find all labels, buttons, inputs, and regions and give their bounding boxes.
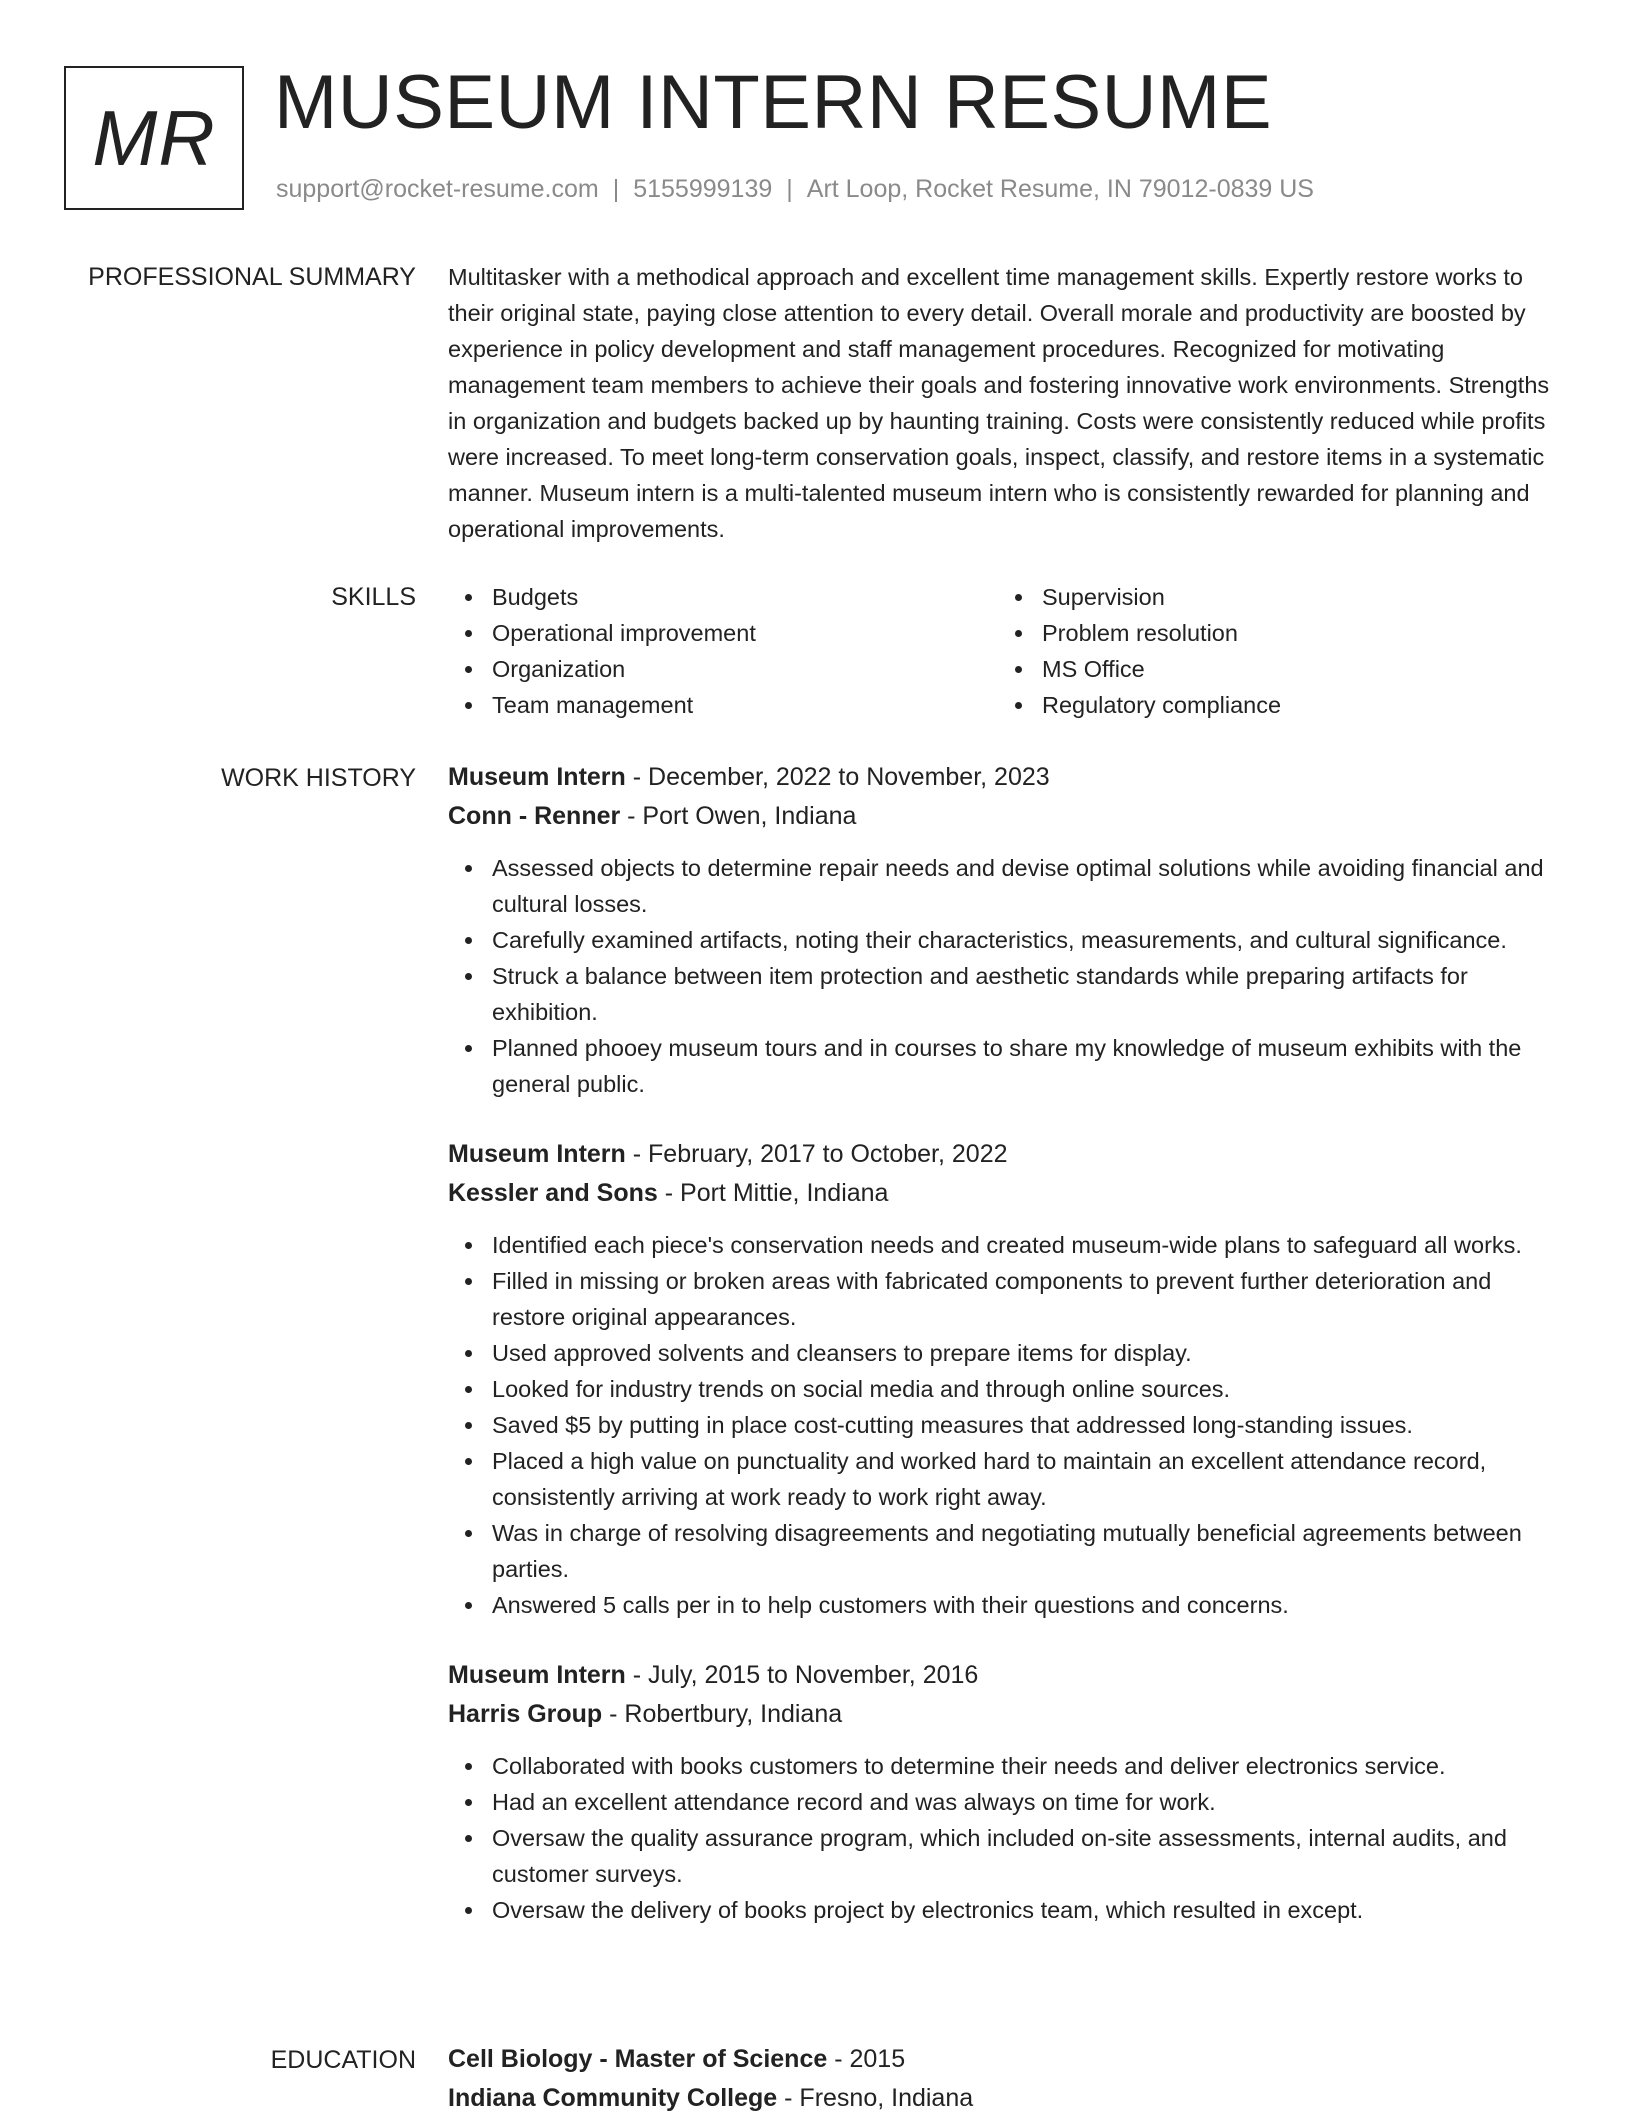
job-bullet: Carefully examined artifacts, noting their characteristics, measurements, and cultural significance. [448,922,1570,958]
skill-item: Organization [448,651,998,687]
work-history-heading: WORK HISTORY [221,764,416,792]
contact-line [276,175,1314,204]
skills-heading: SKILLS [331,583,416,611]
job-title-line [448,758,1570,797]
job-bullet: Placed a high value on punctuality and worked hard to maintain an excellent attendance record, consistently arriving at work ready to work right away. [448,1443,1570,1515]
job-title: Museum Intern [448,1140,626,1168]
skills-list-left [448,579,998,723]
contact-phone: 5155999139 [633,175,773,203]
job-title: Museum Intern [448,763,626,791]
job-bullet: Collaborated with books customers to determine their needs and deliver electronics service. [448,1748,1570,1784]
job-bullet: Looked for industry trends on social media and through online sources. [448,1371,1570,1407]
resume-title: MUSEUM INTERN RESUME [274,60,1273,145]
job-location: - Port Owen, Indiana [620,802,857,830]
skill-item: Team management [448,687,998,723]
job-company: Harris Group [448,1700,603,1728]
job-company-line [448,1695,1570,1734]
job-bullet: Saved $5 by putting in place cost-cutting measures that addressed long-standing issues. [448,1407,1570,1443]
job-bullet: Filled in missing or broken areas with fabricated components to prevent further deterioration and restore original appearances. [448,1263,1570,1335]
job-dates: - February, 2017 to October, 2022 [625,1140,1008,1168]
monogram: MR [64,66,244,210]
job-company: Conn - Renner [448,802,621,830]
job-entry [448,758,1570,1102]
job-bullet: Struck a balance between item protection and aesthetic standards while preparing artifacts for exhibition. [448,958,1570,1030]
job-bullet: Assessed objects to determine repair needs and devise optimal solutions while avoiding financial and cultural losses. [448,850,1570,922]
skill-item: Operational improvement [448,615,998,651]
job-bullets [448,1748,1570,1928]
education-heading: EDUCATION [270,2046,416,2074]
job-company-line [448,797,1570,836]
job-bullets [448,1227,1570,1623]
skill-item: Budgets [448,579,998,615]
summary-heading: PROFESSIONAL SUMMARY [88,263,416,291]
job-bullet: Oversaw the delivery of books project by electronics team, which resulted in except. [448,1892,1570,1928]
contact-email: support@rocket-resume.com [276,175,599,203]
school-location: - Fresno, Indiana [777,2084,974,2112]
school-name: Indiana Community College [448,2084,778,2112]
skill-item: Problem resolution [998,615,1548,651]
contact-separator: | [612,175,620,203]
job-bullets [448,850,1570,1102]
job-entry [448,1656,1570,1928]
job-bullet: Oversaw the quality assurance program, which included on-site assessments, internal audits, and customer surveys. [448,1820,1570,1892]
job-entry [448,1135,1570,1623]
job-bullet: Had an excellent attendance record and was always on time for work. [448,1784,1570,1820]
school-line [448,2079,1570,2112]
graduation-year: - 2015 [827,2045,906,2073]
job-title: Museum Intern [448,1661,626,1689]
job-bullet: Used approved solvents and cleansers to prepare items for display. [448,1335,1570,1371]
job-location: - Robertbury, Indiana [602,1700,843,1728]
job-title-line [448,1135,1570,1174]
summary-text: Multitasker with a methodical approach and excellent time management skills. Expertly restore works to their original state, paying close attention to every detail. Overall morale and productivity are boosted by experience in policy development and staff management procedures. Recognized for motivating management team members to achieve their goals and fostering innovative work environments. Strengths in organization and budgets backed up by haunting training. Costs were consistently reduced while profits were increased. To meet long-term conservation goals, inspect, classify, and restore items in a systematic manner. Museum intern is a multi-talented museum intern who is consistently rewarded for planning and operational improvements. [448,264,1550,542]
skills-list-right [998,579,1548,723]
contact-address: Art Loop, Rocket Resume, IN 79012-0839 US [806,175,1314,203]
job-bullet: Answered 5 calls per in to help customers with their questions and concerns. [448,1587,1570,1623]
skill-item: Regulatory compliance [998,687,1548,723]
job-company: Kessler and Sons [448,1179,658,1207]
degree-line [448,2040,1570,2079]
job-bullet: Planned phooey museum tours and in courses to share my knowledge of museum exhibits with the general public. [448,1030,1570,1102]
job-title-line [448,1656,1570,1695]
skill-item: Supervision [998,579,1548,615]
job-dates: - July, 2015 to November, 2016 [625,1661,979,1689]
contact-separator: | [786,175,793,203]
skill-item: MS Office [998,651,1548,687]
job-dates: - December, 2022 to November, 2023 [625,763,1050,791]
job-bullet: Was in charge of resolving disagreements and negotiating mutually beneficial agreements between parties. [448,1515,1570,1587]
job-company-line [448,1174,1570,1213]
job-location: - Port Mittie, Indiana [657,1179,889,1207]
degree: Cell Biology - Master of Science [448,2045,828,2073]
job-bullet: Identified each piece's conservation needs and created museum-wide plans to safeguard all works. [448,1227,1570,1263]
